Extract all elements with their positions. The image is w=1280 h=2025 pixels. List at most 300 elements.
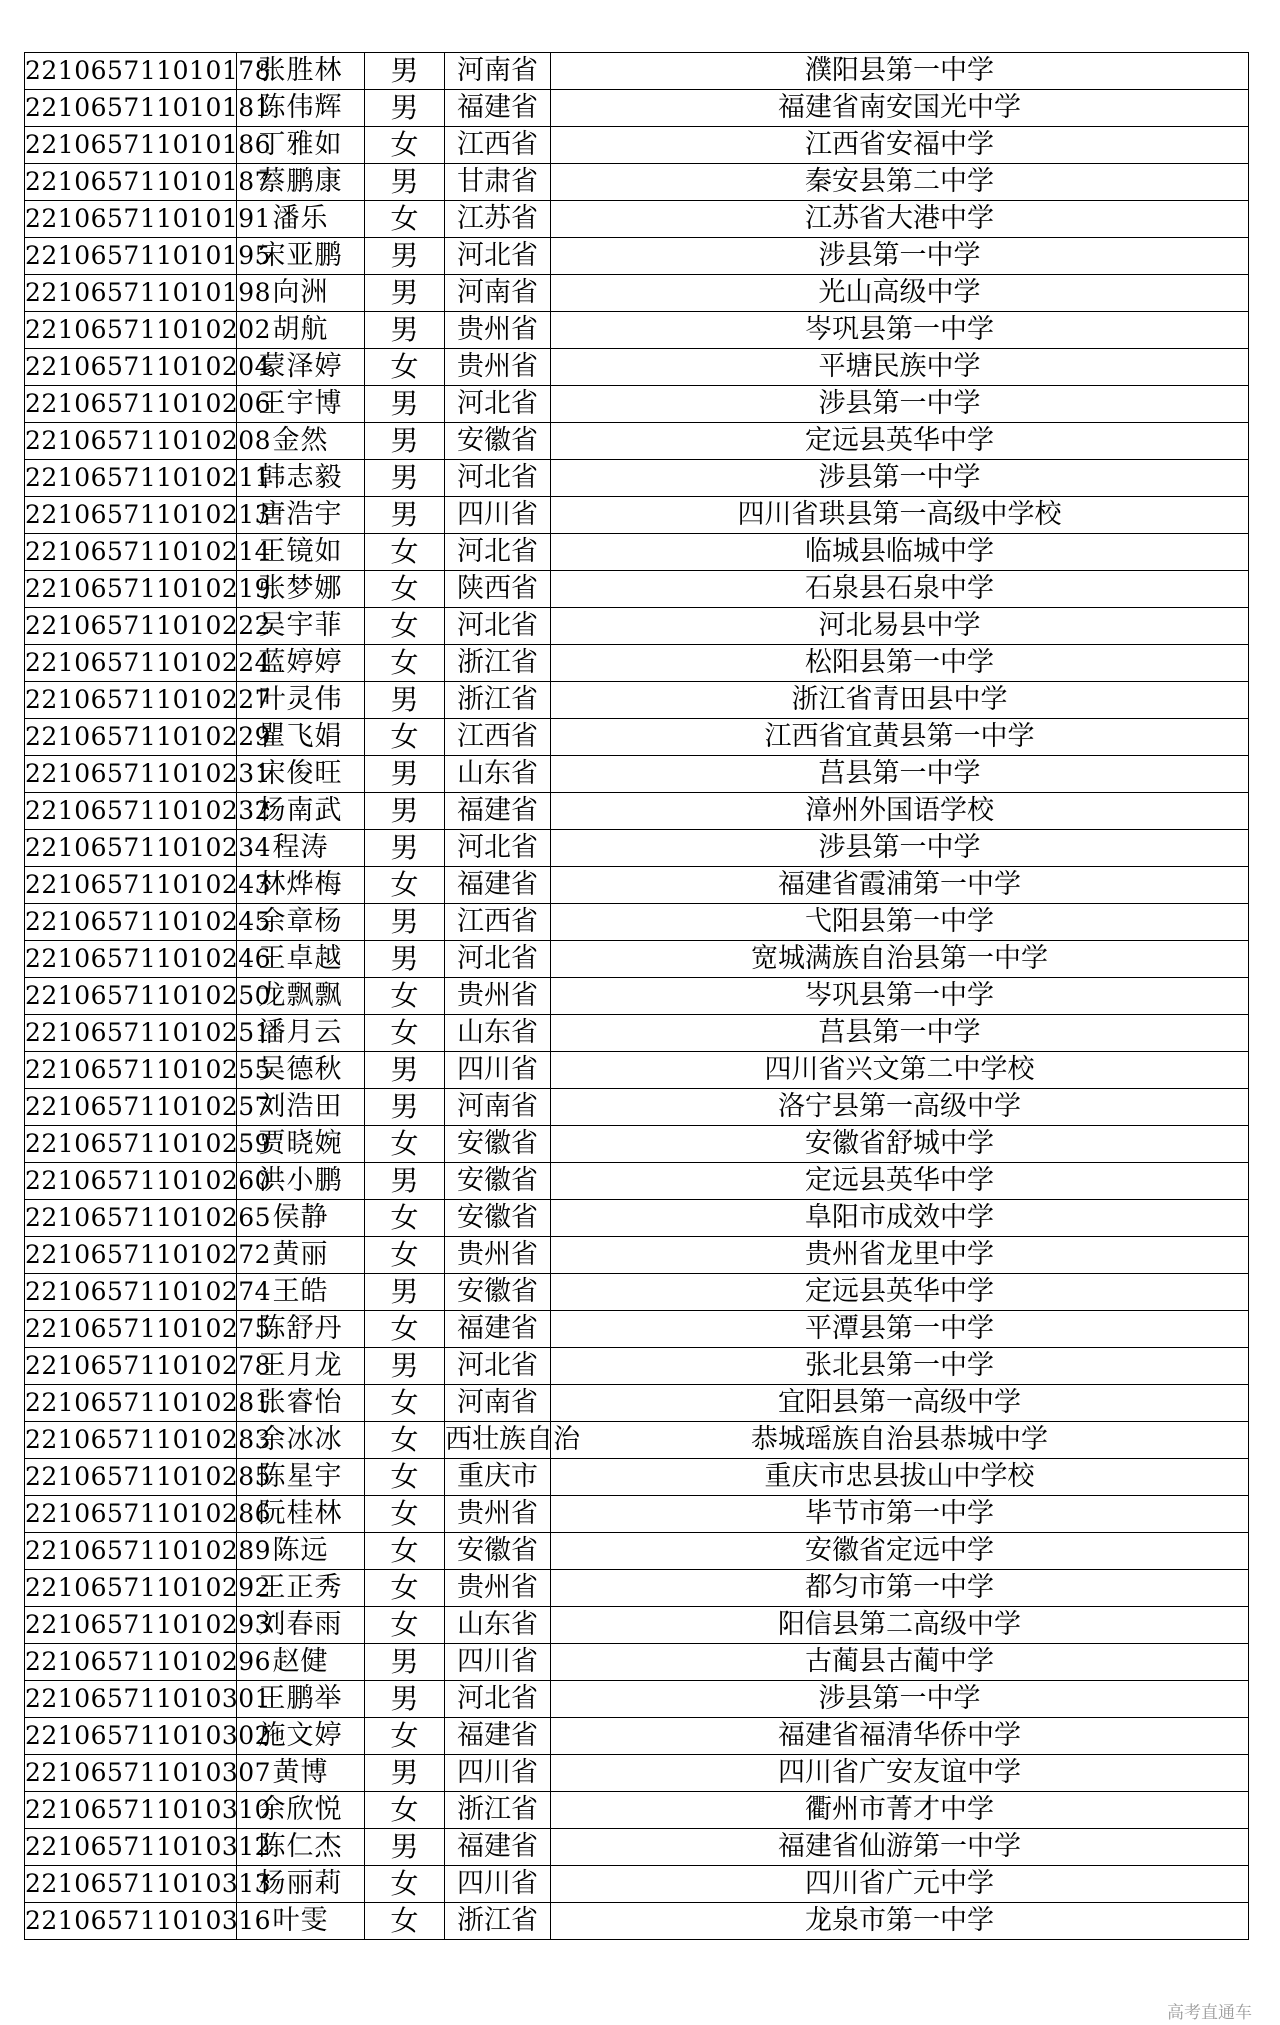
student-id-cell: 221065711010286 [25,1496,237,1533]
province-cell: 贵州省 [445,1496,551,1533]
student-name-cell: 侯静 [237,1200,365,1237]
student-id-cell: 221065711010213 [25,497,237,534]
table-row [25,867,1249,904]
table-row [25,275,1249,312]
table-row [25,793,1249,830]
school-cell: 莒县第一中学 [551,1015,1249,1052]
student-id-cell: 221065711010257 [25,1089,237,1126]
gender-cell: 女 [365,1422,445,1459]
gender-cell: 男 [365,423,445,460]
gender-cell: 女 [365,349,445,386]
student-id-cell: 221065711010202 [25,312,237,349]
gender-cell: 女 [365,1792,445,1829]
school-cell: 涉县第一中学 [551,460,1249,497]
table-row [25,719,1249,756]
gender-cell: 女 [365,978,445,1015]
gender-cell: 女 [365,127,445,164]
table-row [25,386,1249,423]
province-cell: 重庆市 [445,1459,551,1496]
school-cell: 江西省宜黄县第一中学 [551,719,1249,756]
student-name-cell: 刘春雨 [237,1607,365,1644]
gender-cell: 女 [365,534,445,571]
student-id-cell: 221065711010187 [25,164,237,201]
student-id-cell: 221065711010214 [25,534,237,571]
table-row [25,978,1249,1015]
gender-cell: 女 [365,1718,445,1755]
student-id-cell: 221065711010310 [25,1792,237,1829]
province-cell: 安徽省 [445,1274,551,1311]
student-id-cell: 221065711010307 [25,1755,237,1792]
student-name-cell: 王鹏举 [237,1681,365,1718]
province-cell: 安徽省 [445,1126,551,1163]
table-row [25,941,1249,978]
table-row [25,682,1249,719]
student-name-cell: 叶灵伟 [237,682,365,719]
table-row [25,1089,1249,1126]
school-cell: 涉县第一中学 [551,386,1249,423]
province-cell: 河北省 [445,941,551,978]
student-id-cell: 221065711010191 [25,201,237,238]
gender-cell: 男 [365,497,445,534]
table-row [25,53,1249,90]
gender-cell: 女 [365,1903,445,1940]
table-row [25,1866,1249,1903]
province-cell: 河北省 [445,386,551,423]
table-row [25,1681,1249,1718]
table-row [25,1829,1249,1866]
student-name-cell: 蔡鹏康 [237,164,365,201]
student-name-cell: 施文婷 [237,1718,365,1755]
province-cell: 福建省 [445,793,551,830]
gender-cell: 男 [365,1755,445,1792]
student-id-cell: 221065711010285 [25,1459,237,1496]
province-cell: 安徽省 [445,1533,551,1570]
school-cell: 四川省珙县第一高级中学校 [551,497,1249,534]
table-row [25,1015,1249,1052]
student-id-cell: 221065711010293 [25,1607,237,1644]
school-cell: 宽城满族自治县第一中学 [551,941,1249,978]
student-name-cell: 唐浩宇 [237,497,365,534]
province-cell: 四川省 [445,1052,551,1089]
gender-cell: 男 [365,1829,445,1866]
gender-cell: 男 [365,793,445,830]
gender-cell: 女 [365,1866,445,1903]
school-cell: 平潭县第一中学 [551,1311,1249,1348]
school-cell: 濮阳县第一中学 [551,53,1249,90]
student-name-cell: 刘浩田 [237,1089,365,1126]
student-id-cell: 221065711010198 [25,275,237,312]
student-id-cell: 221065711010181 [25,90,237,127]
student-name-cell: 余章杨 [237,904,365,941]
gender-cell: 男 [365,1274,445,1311]
student-name-cell: 王正秀 [237,1570,365,1607]
gender-cell: 女 [365,1200,445,1237]
gender-cell: 男 [365,904,445,941]
student-name-cell: 丁雅如 [237,127,365,164]
table-row [25,1163,1249,1200]
province-cell: 安徽省 [445,1163,551,1200]
school-cell: 四川省广安友谊中学 [551,1755,1249,1792]
student-name-cell: 余欣悦 [237,1792,365,1829]
student-id-cell: 221065711010250 [25,978,237,1015]
table-row [25,497,1249,534]
student-name-cell: 余冰冰 [237,1422,365,1459]
student-id-cell: 221065711010222 [25,608,237,645]
student-name-cell: 向洲 [237,275,365,312]
student-id-cell: 221065711010204 [25,349,237,386]
student-id-cell: 221065711010186 [25,127,237,164]
province-cell: 西壮族自治 [445,1422,551,1459]
table-row [25,1533,1249,1570]
gender-cell: 女 [365,571,445,608]
gender-cell: 女 [365,1385,445,1422]
table-row [25,423,1249,460]
table-body [25,53,1249,1940]
student-id-cell: 221065711010260 [25,1163,237,1200]
student-name-cell: 林烨梅 [237,867,365,904]
student-id-cell: 221065711010234 [25,830,237,867]
school-cell: 都匀市第一中学 [551,1570,1249,1607]
student-id-cell: 221065711010229 [25,719,237,756]
student-id-cell: 221065711010272 [25,1237,237,1274]
student-name-cell: 王镜如 [237,534,365,571]
table-row [25,1792,1249,1829]
school-cell: 定远县英华中学 [551,423,1249,460]
student-name-cell: 潘乐 [237,201,365,238]
student-id-cell: 221065711010274 [25,1274,237,1311]
province-cell: 山东省 [445,756,551,793]
table-row [25,90,1249,127]
school-cell: 岑巩县第一中学 [551,312,1249,349]
student-name-cell: 程涛 [237,830,365,867]
school-cell: 浙江省青田县中学 [551,682,1249,719]
school-cell: 江苏省大港中学 [551,201,1249,238]
school-cell: 张北县第一中学 [551,1348,1249,1385]
province-cell: 福建省 [445,1829,551,1866]
gender-cell: 男 [365,756,445,793]
student-id-cell: 221065711010195 [25,238,237,275]
province-cell: 河南省 [445,1385,551,1422]
student-id-cell: 221065711010251 [25,1015,237,1052]
school-cell: 石泉县石泉中学 [551,571,1249,608]
province-cell: 贵州省 [445,978,551,1015]
table-row [25,1311,1249,1348]
gender-cell: 男 [365,941,445,978]
province-cell: 贵州省 [445,349,551,386]
gender-cell: 女 [365,867,445,904]
student-id-cell: 221065711010232 [25,793,237,830]
school-cell: 龙泉市第一中学 [551,1903,1249,1940]
student-name-cell: 瞿飞娟 [237,719,365,756]
school-cell: 平塘民族中学 [551,349,1249,386]
province-cell: 安徽省 [445,1200,551,1237]
province-cell: 江苏省 [445,201,551,238]
student-id-cell: 221065711010265 [25,1200,237,1237]
student-name-cell: 王宇博 [237,386,365,423]
student-id-cell: 221065711010275 [25,1311,237,1348]
table-row [25,460,1249,497]
province-cell: 山东省 [445,1607,551,1644]
student-id-cell: 221065711010245 [25,904,237,941]
gender-cell: 男 [365,275,445,312]
gender-cell: 女 [365,1496,445,1533]
student-name-cell: 陈舒丹 [237,1311,365,1348]
school-cell: 重庆市忠县拔山中学校 [551,1459,1249,1496]
table-row [25,571,1249,608]
student-name-cell: 张梦娜 [237,571,365,608]
student-name-cell: 张睿怡 [237,1385,365,1422]
province-cell: 安徽省 [445,423,551,460]
table-row [25,534,1249,571]
table-row [25,349,1249,386]
school-cell: 弋阳县第一中学 [551,904,1249,941]
school-cell: 古蔺县古蔺中学 [551,1644,1249,1681]
school-cell: 安徽省舒城中学 [551,1126,1249,1163]
province-cell: 江西省 [445,719,551,756]
student-name-cell: 王卓越 [237,941,365,978]
table-row [25,1459,1249,1496]
table-row [25,904,1249,941]
school-cell: 江西省安福中学 [551,127,1249,164]
province-cell: 山东省 [445,1015,551,1052]
gender-cell: 男 [365,312,445,349]
table-row [25,830,1249,867]
student-name-cell: 叶雯 [237,1903,365,1940]
school-cell: 四川省广元中学 [551,1866,1249,1903]
table-row [25,312,1249,349]
school-cell: 河北易县中学 [551,608,1249,645]
gender-cell: 男 [365,1089,445,1126]
student-id-cell: 221065711010302 [25,1718,237,1755]
gender-cell: 女 [365,1570,445,1607]
province-cell: 福建省 [445,1311,551,1348]
gender-cell: 女 [365,719,445,756]
province-cell: 江西省 [445,904,551,941]
table-row [25,608,1249,645]
table-row [25,1200,1249,1237]
gender-cell: 女 [365,1533,445,1570]
province-cell: 河北省 [445,238,551,275]
school-cell: 涉县第一中学 [551,1681,1249,1718]
student-name-cell: 龙飘飘 [237,978,365,1015]
student-id-cell: 221065711010231 [25,756,237,793]
province-cell: 贵州省 [445,1237,551,1274]
student-name-cell: 杨南武 [237,793,365,830]
student-id-cell: 221065711010178 [25,53,237,90]
province-cell: 河北省 [445,1348,551,1385]
gender-cell: 男 [365,1348,445,1385]
table-row [25,164,1249,201]
table-row [25,1718,1249,1755]
school-cell: 衢州市菁才中学 [551,1792,1249,1829]
province-cell: 四川省 [445,497,551,534]
student-id-cell: 221065711010278 [25,1348,237,1385]
school-cell: 定远县英华中学 [551,1274,1249,1311]
school-cell: 福建省霞浦第一中学 [551,867,1249,904]
school-cell: 岑巩县第一中学 [551,978,1249,1015]
school-cell: 临城县临城中学 [551,534,1249,571]
school-cell: 定远县英华中学 [551,1163,1249,1200]
school-cell: 阜阳市成效中学 [551,1200,1249,1237]
student-name-cell: 蒙泽婷 [237,349,365,386]
gender-cell: 男 [365,53,445,90]
province-cell: 河南省 [445,275,551,312]
school-cell: 安徽省定远中学 [551,1533,1249,1570]
province-cell: 贵州省 [445,312,551,349]
school-cell: 贵州省龙里中学 [551,1237,1249,1274]
table-row [25,1496,1249,1533]
student-name-cell: 洪小鹏 [237,1163,365,1200]
province-cell: 福建省 [445,90,551,127]
student-name-cell: 陈仁杰 [237,1829,365,1866]
province-cell: 福建省 [445,867,551,904]
student-id-cell: 221065711010316 [25,1903,237,1940]
student-name-cell: 韩志毅 [237,460,365,497]
school-cell: 四川省兴文第二中学校 [551,1052,1249,1089]
student-name-cell: 阮桂林 [237,1496,365,1533]
province-cell: 河北省 [445,460,551,497]
province-cell: 浙江省 [445,645,551,682]
student-id-cell: 221065711010219 [25,571,237,608]
school-cell: 阳信县第二高级中学 [551,1607,1249,1644]
gender-cell: 男 [365,1681,445,1718]
gender-cell: 男 [365,830,445,867]
gender-cell: 男 [365,1052,445,1089]
student-id-cell: 221065711010227 [25,682,237,719]
gender-cell: 女 [365,1015,445,1052]
student-name-cell: 贾晓婉 [237,1126,365,1163]
province-cell: 浙江省 [445,1792,551,1829]
student-name-cell: 王皓 [237,1274,365,1311]
table-row [25,1644,1249,1681]
table-row [25,645,1249,682]
student-id-cell: 221065711010301 [25,1681,237,1718]
school-cell: 毕节市第一中学 [551,1496,1249,1533]
school-cell: 福建省南安国光中学 [551,90,1249,127]
student-name-cell: 吴宇菲 [237,608,365,645]
gender-cell: 女 [365,1459,445,1496]
student-id-cell: 221065711010224 [25,645,237,682]
student-id-cell: 221065711010208 [25,423,237,460]
province-cell: 河北省 [445,534,551,571]
province-cell: 浙江省 [445,682,551,719]
school-cell: 涉县第一中学 [551,830,1249,867]
student-name-cell: 宋俊旺 [237,756,365,793]
gender-cell: 男 [365,682,445,719]
student-name-cell: 杨丽莉 [237,1866,365,1903]
province-cell: 贵州省 [445,1570,551,1607]
student-name-cell: 潘月云 [237,1015,365,1052]
gender-cell: 男 [365,238,445,275]
student-id-cell: 221065711010246 [25,941,237,978]
school-cell: 松阳县第一中学 [551,645,1249,682]
gender-cell: 女 [365,201,445,238]
table-row [25,238,1249,275]
student-id-cell: 221065711010281 [25,1385,237,1422]
province-cell: 福建省 [445,1718,551,1755]
student-id-cell: 221065711010296 [25,1644,237,1681]
student-id-cell: 221065711010255 [25,1052,237,1089]
gender-cell: 女 [365,1607,445,1644]
student-name-cell: 宋亚鹏 [237,238,365,275]
table-row [25,1052,1249,1089]
student-id-cell: 221065711010243 [25,867,237,904]
school-cell: 莒县第一中学 [551,756,1249,793]
gender-cell: 女 [365,645,445,682]
student-name-cell: 陈伟辉 [237,90,365,127]
table-row [25,1755,1249,1792]
school-cell: 秦安县第二中学 [551,164,1249,201]
school-cell: 光山高级中学 [551,275,1249,312]
table-row [25,1237,1249,1274]
table-row [25,201,1249,238]
school-cell: 漳州外国语学校 [551,793,1249,830]
student-name-cell: 胡航 [237,312,365,349]
student-id-cell: 221065711010211 [25,460,237,497]
table-row [25,1274,1249,1311]
student-id-cell: 221065711010292 [25,1570,237,1607]
student-name-cell: 黄博 [237,1755,365,1792]
table-row [25,1422,1249,1459]
table-row [25,1348,1249,1385]
school-cell: 恭城瑶族自治县恭城中学 [551,1422,1249,1459]
school-cell: 洛宁县第一高级中学 [551,1089,1249,1126]
gender-cell: 女 [365,1311,445,1348]
table-row [25,1607,1249,1644]
student-name-cell: 张胜林 [237,53,365,90]
student-id-cell: 221065711010312 [25,1829,237,1866]
table-row [25,1385,1249,1422]
gender-cell: 女 [365,1126,445,1163]
table-row [25,127,1249,164]
student-table [24,52,1248,1940]
student-name-cell: 陈远 [237,1533,365,1570]
watermark-text: 高考直通车 [1167,2003,1252,2023]
school-cell: 福建省福清华侨中学 [551,1718,1249,1755]
student-id-cell: 221065711010259 [25,1126,237,1163]
table-row [25,1903,1249,1940]
student-id-cell: 221065711010206 [25,386,237,423]
gender-cell: 女 [365,608,445,645]
table-row [25,1126,1249,1163]
school-cell: 宜阳县第一高级中学 [551,1385,1249,1422]
table-row [25,1570,1249,1607]
student-name-cell: 陈星宇 [237,1459,365,1496]
school-cell: 涉县第一中学 [551,238,1249,275]
gender-cell: 男 [365,460,445,497]
student-name-cell: 黄丽 [237,1237,365,1274]
gender-cell: 男 [365,1163,445,1200]
student-id-cell: 221065711010289 [25,1533,237,1570]
student-name-cell: 赵健 [237,1644,365,1681]
table-row [25,756,1249,793]
province-cell: 四川省 [445,1644,551,1681]
province-cell: 河南省 [445,1089,551,1126]
student-name-cell: 蓝婷婷 [237,645,365,682]
province-cell: 河南省 [445,53,551,90]
province-cell: 江西省 [445,127,551,164]
gender-cell: 男 [365,90,445,127]
student-name-cell: 吴德秋 [237,1052,365,1089]
province-cell: 河北省 [445,608,551,645]
student-id-cell: 221065711010313 [25,1866,237,1903]
gender-cell: 女 [365,1237,445,1274]
province-cell: 陕西省 [445,571,551,608]
province-cell: 河北省 [445,1681,551,1718]
province-cell: 四川省 [445,1866,551,1903]
gender-cell: 男 [365,164,445,201]
student-name-cell: 金然 [237,423,365,460]
